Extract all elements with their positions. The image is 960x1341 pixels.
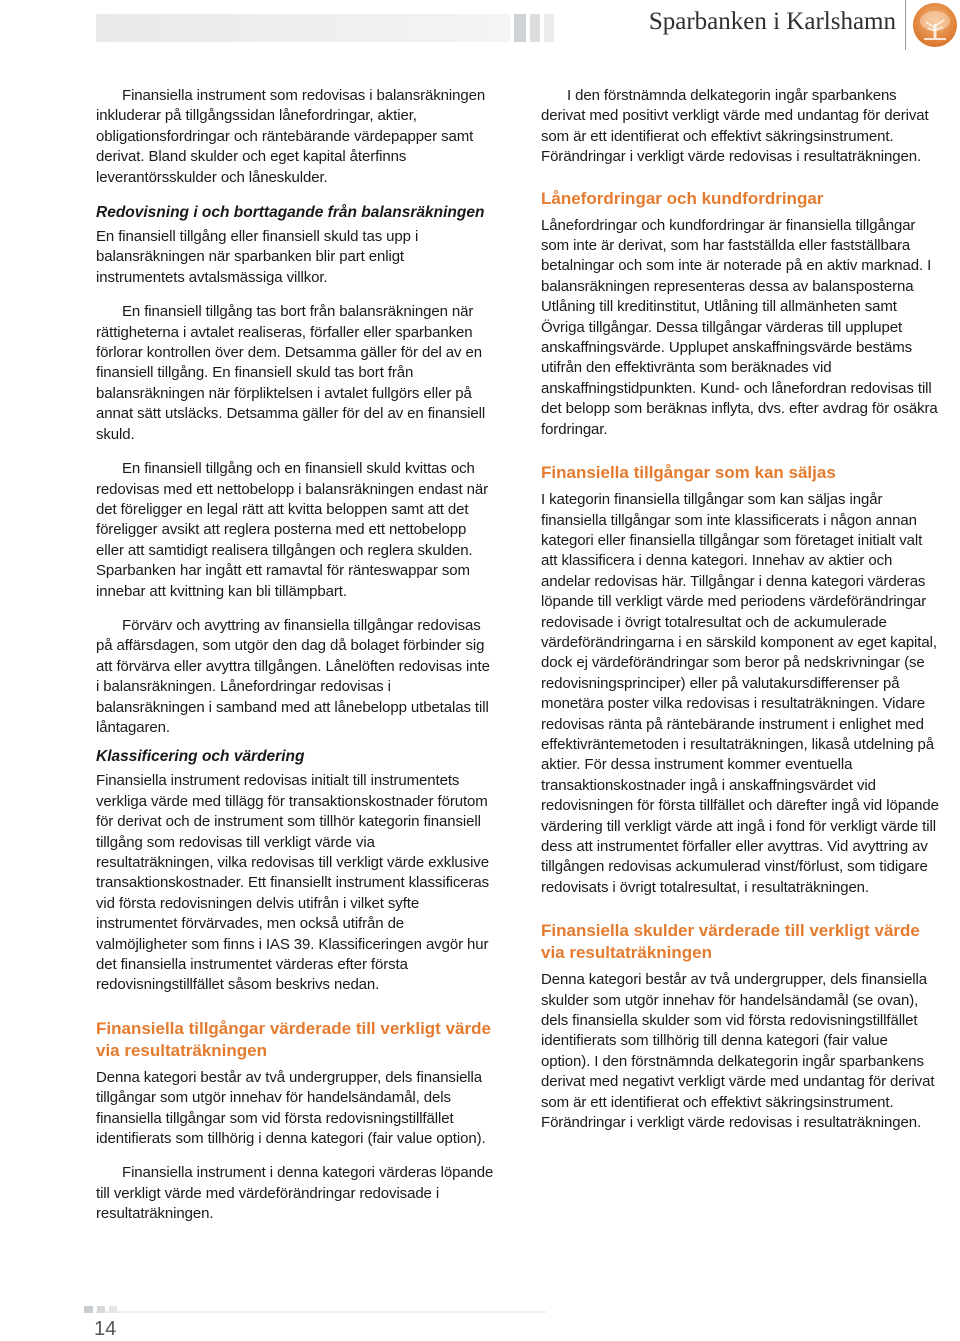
- section-heading: Finansiella tillgångar som kan säljas: [541, 463, 836, 483]
- paragraph: Denna kategori består av två undergrupper, dels finansiella skulder som utgör innehav för handelsändamål (se ovan), dels finansiella skulder som vid första redovisningstillfället identifierats som tillhörig till denna kategori (fair value option). I den förstnämnda delkategorin ingår sparbankens derivat med negativt verkligt värde med undantag för derivat som är ett identifierat och effektivt säkringsinstrument. Förändringar i verkligt värde redovisas i resultaträkningen.: [541, 971, 935, 1132]
- tree-logo-icon: [912, 2, 958, 48]
- header-bar: [96, 14, 510, 42]
- paragraph: En finansiell tillgång tas bort från balansräkningen när rättigheterna i avtalet realiseras, förfaller eller sparbanken förlorar kontrollen över dem. Detsamma gäller för del av en finansiell tillgång. En finansiell skuld tas bort från balansräkningen när förpliktelsen i avtalet fullgörs eller på annat sätt utsläcks. Detsamma gäller för del av en finansiell skuld.: [96, 303, 486, 443]
- footer-line: [96, 1311, 546, 1313]
- paragraph: Finansiella instrument i denna kategori värderas löpande till verkligt värde med värdeförändringar redovisade i resultaträkningen.: [96, 1164, 494, 1223]
- paragraph: Förvärv och avyttring av finansiella tillgångar redovisas på affärsdagen, som utgör den dag då bolaget förbinder sig att förvärva eller avyttra tillgången. Lånelöften redovisas inte i balansräkningen. Lånefordringar redovisas i balansräkningen i samband med att lånebelopp utbetalas till låntagaren.: [96, 616, 490, 736]
- paragraph: Denna kategori består av två undergrupper, dels finansiella tillgångar som utgör innehav för handelsändamål, dels finansiella tillgångar som vid första redovisningstillfället identifierats som tillhörig i denna kategori (fair value option).: [96, 1068, 486, 1148]
- brand-name: Sparbanken i Karlshamn: [648, 8, 896, 35]
- paragraph: En finansiell tillgång och en finansiell skuld kvittas och redovisas med ett nettobelopp i balansräkningen endast när det föreligger en legal rätt att kvitta beloppen samt att det föreligger avsikt att reglera posterna med ett nettobelopp eller att samtidigt realisera tillgången och reglera skulden. Sparbanken har ingått ett ramavtal för ränteswappar som innebar att kvittning kan bli tillämpbart.: [96, 460, 488, 600]
- section-heading: Finansiella tillgångar värderade till verkligt värde via resultaträkningen: [96, 1018, 491, 1060]
- paragraph: Lånefordringar och kundfordringar är finansiella tillgångar som inte är derivat, som har fastställda eller fastställbara betalningar och som inte är noterade på en aktiv marknad. I balansräkningen representeras dessa av balansposterna Utlåning till kreditinstitut, Utlåning till allmänheten samt Övriga tillgångar. Dessa tillgångar värderas till upplupet anskaffningsvärde. Upplupet anskaffningsvärde bestäms utifrån den effektivränta som beräknades vid anskaffningstidpunkten. Kund- och lånefordran redovisas till det belopp som beräknas inflyta, dvs. efter avdrag för osäkra fordringar.: [541, 216, 938, 438]
- right-column: [541, 86, 941, 1147]
- header-decor-square: [530, 14, 540, 42]
- footer-decor-square: [84, 1306, 93, 1313]
- paragraph: Finansiella instrument som redovisas i balansräkningen inkluderar på tillgångssidan lånefordringar, aktier, obligationsfordringar och räntebärande värdepapper samt derivat. Bland skulder och eget kapital återfinns leverantörsskulder och låneskulder.: [96, 87, 486, 186]
- header-decor-square: [514, 14, 526, 42]
- paragraph: Finansiella instrument redovisas initialt till instrumentets verkliga värde med tillägg för transaktionskostnader förutom för derivat och de instrument som tillhör kategorin finansiell tillgång som redovisas till verkligt värde via resultaträkningen, vilka redovisas till verkligt värde exklusive transaktionskostnader. Ett finansiellt instrument klassificeras vid första redovisningen delvis utifrån i vilket syfte instrumentet förvärvades, men också utifrån de valmöjligheter som finns i IAS 39. Klassificeringen avgör hur det finansiella instrumentet värderas efter första redovisningstillfället såsom beskrivs nedan.: [96, 772, 490, 994]
- section-heading: Redovisning i och borttagande från balansräkningen: [96, 204, 485, 222]
- section-heading: Finansiella skulder värderade till verkligt värde via resultaträkningen: [541, 921, 920, 963]
- paragraph: I kategorin finansiella tillgångar som kan säljas ingår finansiella tillgångar som inte klassificerats i någon annan kategori eller finansiella tillgångar som företaget initialt valt att klassificera i denna kategori. Innehav av aktier och andelar redovisas här. Tillgångar i denna kategori värderas löpande till verkligt värde med periodens värdeförändringar redovisade i övrigt totalresultat och de ackumulerade värdeförändringarna i en särskild komponent av eget kapital, dock ej värdeförändringar som beror på nedskrivningar (se redovisningsprinciper) eller på valutakursdifferenser på monetära poster vilka redovisas i resultaträkningen. Vidare redovisas ränta på räntebärande instrument i enlighet med effektivräntemetoden i resultaträkningen, likaså utdelning på aktier. För dessa instrument kommer eventuella transaktionskostnader ingå i anskaffningsvärdet vid redovisningen för första tillfället och därefter ingå vid löpande värdering till verkligt värde att ingå i fond för verkligt värde till dess att instrumentet förfaller eller avyttras. Vid avyttring av tillgången redovisas ackumulerad vinst/förlust, som tidigare redovisats i övrigt totalresultat, i resultaträkningen.: [541, 491, 939, 896]
- header-decor-square: [544, 14, 554, 42]
- footer-decor-square: [97, 1306, 105, 1313]
- paragraph: I den förstnämnda delkategorin ingår sparbankens derivat med positivt verkligt värde med undantag för derivat som är ett identifierat och effektivt säkringsinstrument. Förändringar i verkligt värde redovisas i resultaträkningen.: [541, 87, 929, 166]
- page-number: 14: [94, 1318, 117, 1340]
- left-column: [96, 86, 496, 1239]
- header-divider: [905, 0, 906, 50]
- paragraph: En finansiell tillgång eller finansiell skuld tas upp i balansräkningen när sparbanken blir part enligt instrumentets avtalsmässiga villkor.: [96, 228, 419, 286]
- section-heading: Lånefordringar och kundfordringar: [541, 188, 824, 208]
- section-heading: Klassificering och värdering: [96, 748, 305, 766]
- footer-decor-square: [109, 1306, 117, 1313]
